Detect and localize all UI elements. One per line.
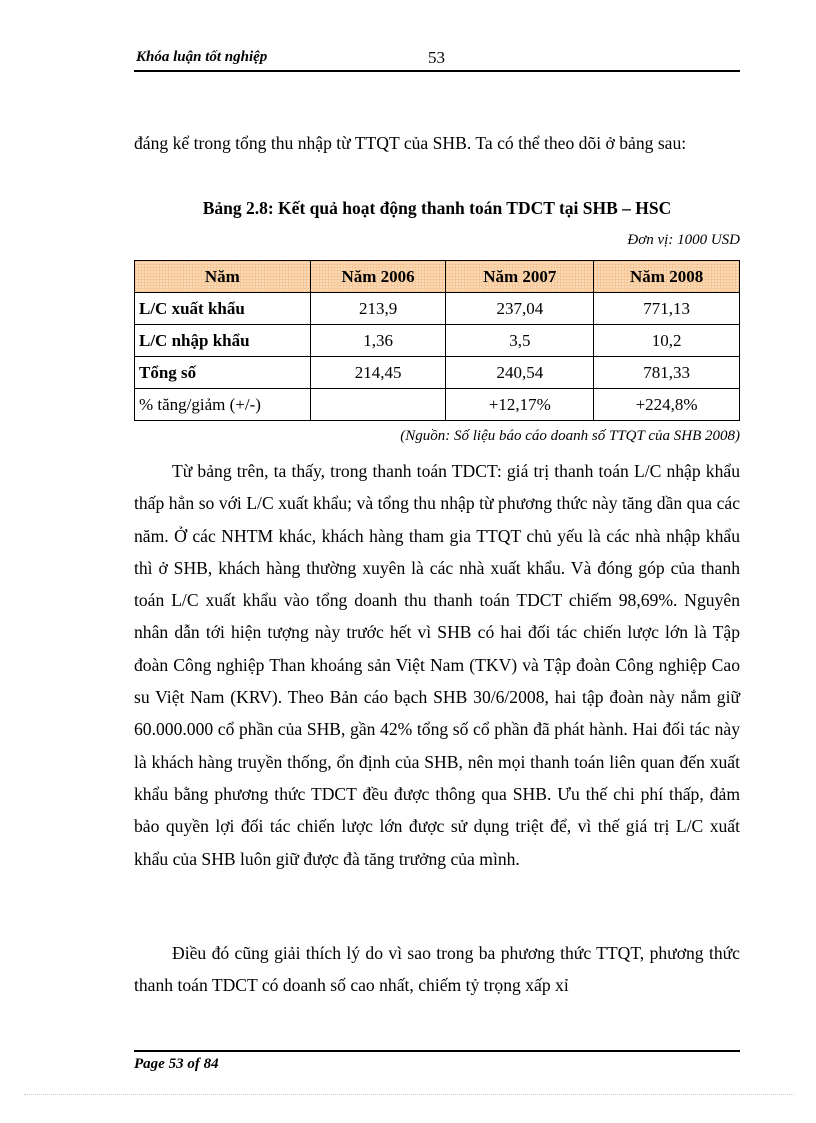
document-title: Khóa luận tốt nghiệp [136,49,268,65]
header-cell: Năm [135,261,311,293]
table-row [135,293,740,325]
table-cell: 771,13 [594,293,740,325]
intro-paragraph: đáng kể trong tổng thu nhập từ TTQT của SHB. Ta có thể theo dõi ở bảng sau: [134,133,687,153]
header-cell: Năm 2006 [310,261,446,293]
results-table [134,260,740,421]
row-label: % tăng/giảm (+/-) [135,389,311,421]
row-label: Tổng số [135,357,311,389]
table-cell: 213,9 [310,293,446,325]
table-caption: Bảng 2.8: Kết quả hoạt động thanh toán TDCT tại SHB – HSC [202,198,672,218]
header-cell: Năm 2007 [446,261,594,293]
row-label: L/C xuất khẩu [135,293,311,325]
table-source: (Nguồn: Số liệu báo cáo doanh số TTQT của SHB 2008) [400,428,740,444]
table-row [135,357,740,389]
table-cell [310,389,446,421]
table-cell: 214,45 [310,357,446,389]
body-paragraph: Từ bảng trên, ta thấy, trong thanh toán TDCT: giá trị thanh toán L/C nhập khẩu thấp hẳn so với L/C xuất khẩu; và tổng thu nhập từ phương thức này tăng dần qua các năm. Ở các NHTM khác, khách hàng tham gia TTQT chủ yếu là các nhà nhập khẩu thì ở SHB, khách hàng thường xuyên là các nhà xuất khẩu. Và đóng góp của thanh toán L/C xuất khẩu vào tổng doanh thu thanh toán TDCT chiếm 98,69%. Nguyên nhân dẫn tới hiện tượng này trước hết vì SHB có hai đối tác chiến lược lớn là Tập đoàn Công nghiệp Than khoáng sản Việt Nam (TKV) và Tập đoàn Công nghiệp Cao su Việt Nam (KRV). Theo Bản cáo bạch SHB 30/6/2008, hai tập đoàn này nắm giữ 60.000.000 cổ phần của SHB, gần 42% tổng số cổ phần đã phát hành. Hai đối tác này là khách hàng truyền thống, ổn định của SHB, nên mọi thanh toán liên quan đến xuất khẩu bằng phương thức TDCT đều được thông qua SHB. Ưu thế chi phí thấp, đảm bảo quyền lợi đối tác chiến lược lớn được sử dụng triệt để, vì thế giá trị L/C xuất khẩu của SHB luôn giữ được đà tăng trưởng của mình. [134,461,740,869]
table-row [135,325,740,357]
table-cell: 10,2 [594,325,740,357]
table-cell: +224,8% [594,389,740,421]
page-footer: Page 53 of 84 [134,1056,219,1072]
row-label: L/C nhập khẩu [135,325,311,357]
table-unit: Đơn vị: 1000 USD [627,232,740,248]
page-header [134,48,740,72]
table-cell: 1,36 [310,325,446,357]
table-cell: 3,5 [446,325,594,357]
table-cell: 237,04 [446,293,594,325]
table-cell: 240,54 [446,357,594,389]
table-cell: +12,17% [446,389,594,421]
header-cell: Năm 2008 [594,261,740,293]
table-header-row [135,261,740,293]
page-edge-divider [24,1094,794,1095]
footer-divider [134,1050,740,1052]
table-cell: 781,33 [594,357,740,389]
page-number: 53 [428,48,445,67]
table-row [135,389,740,421]
body-paragraph: Điều đó cũng giải thích lý do vì sao trong ba phương thức TTQT, phương thức thanh toán TDCT có doanh số cao nhất, chiếm tỷ trọng xấp xỉ [134,943,740,996]
